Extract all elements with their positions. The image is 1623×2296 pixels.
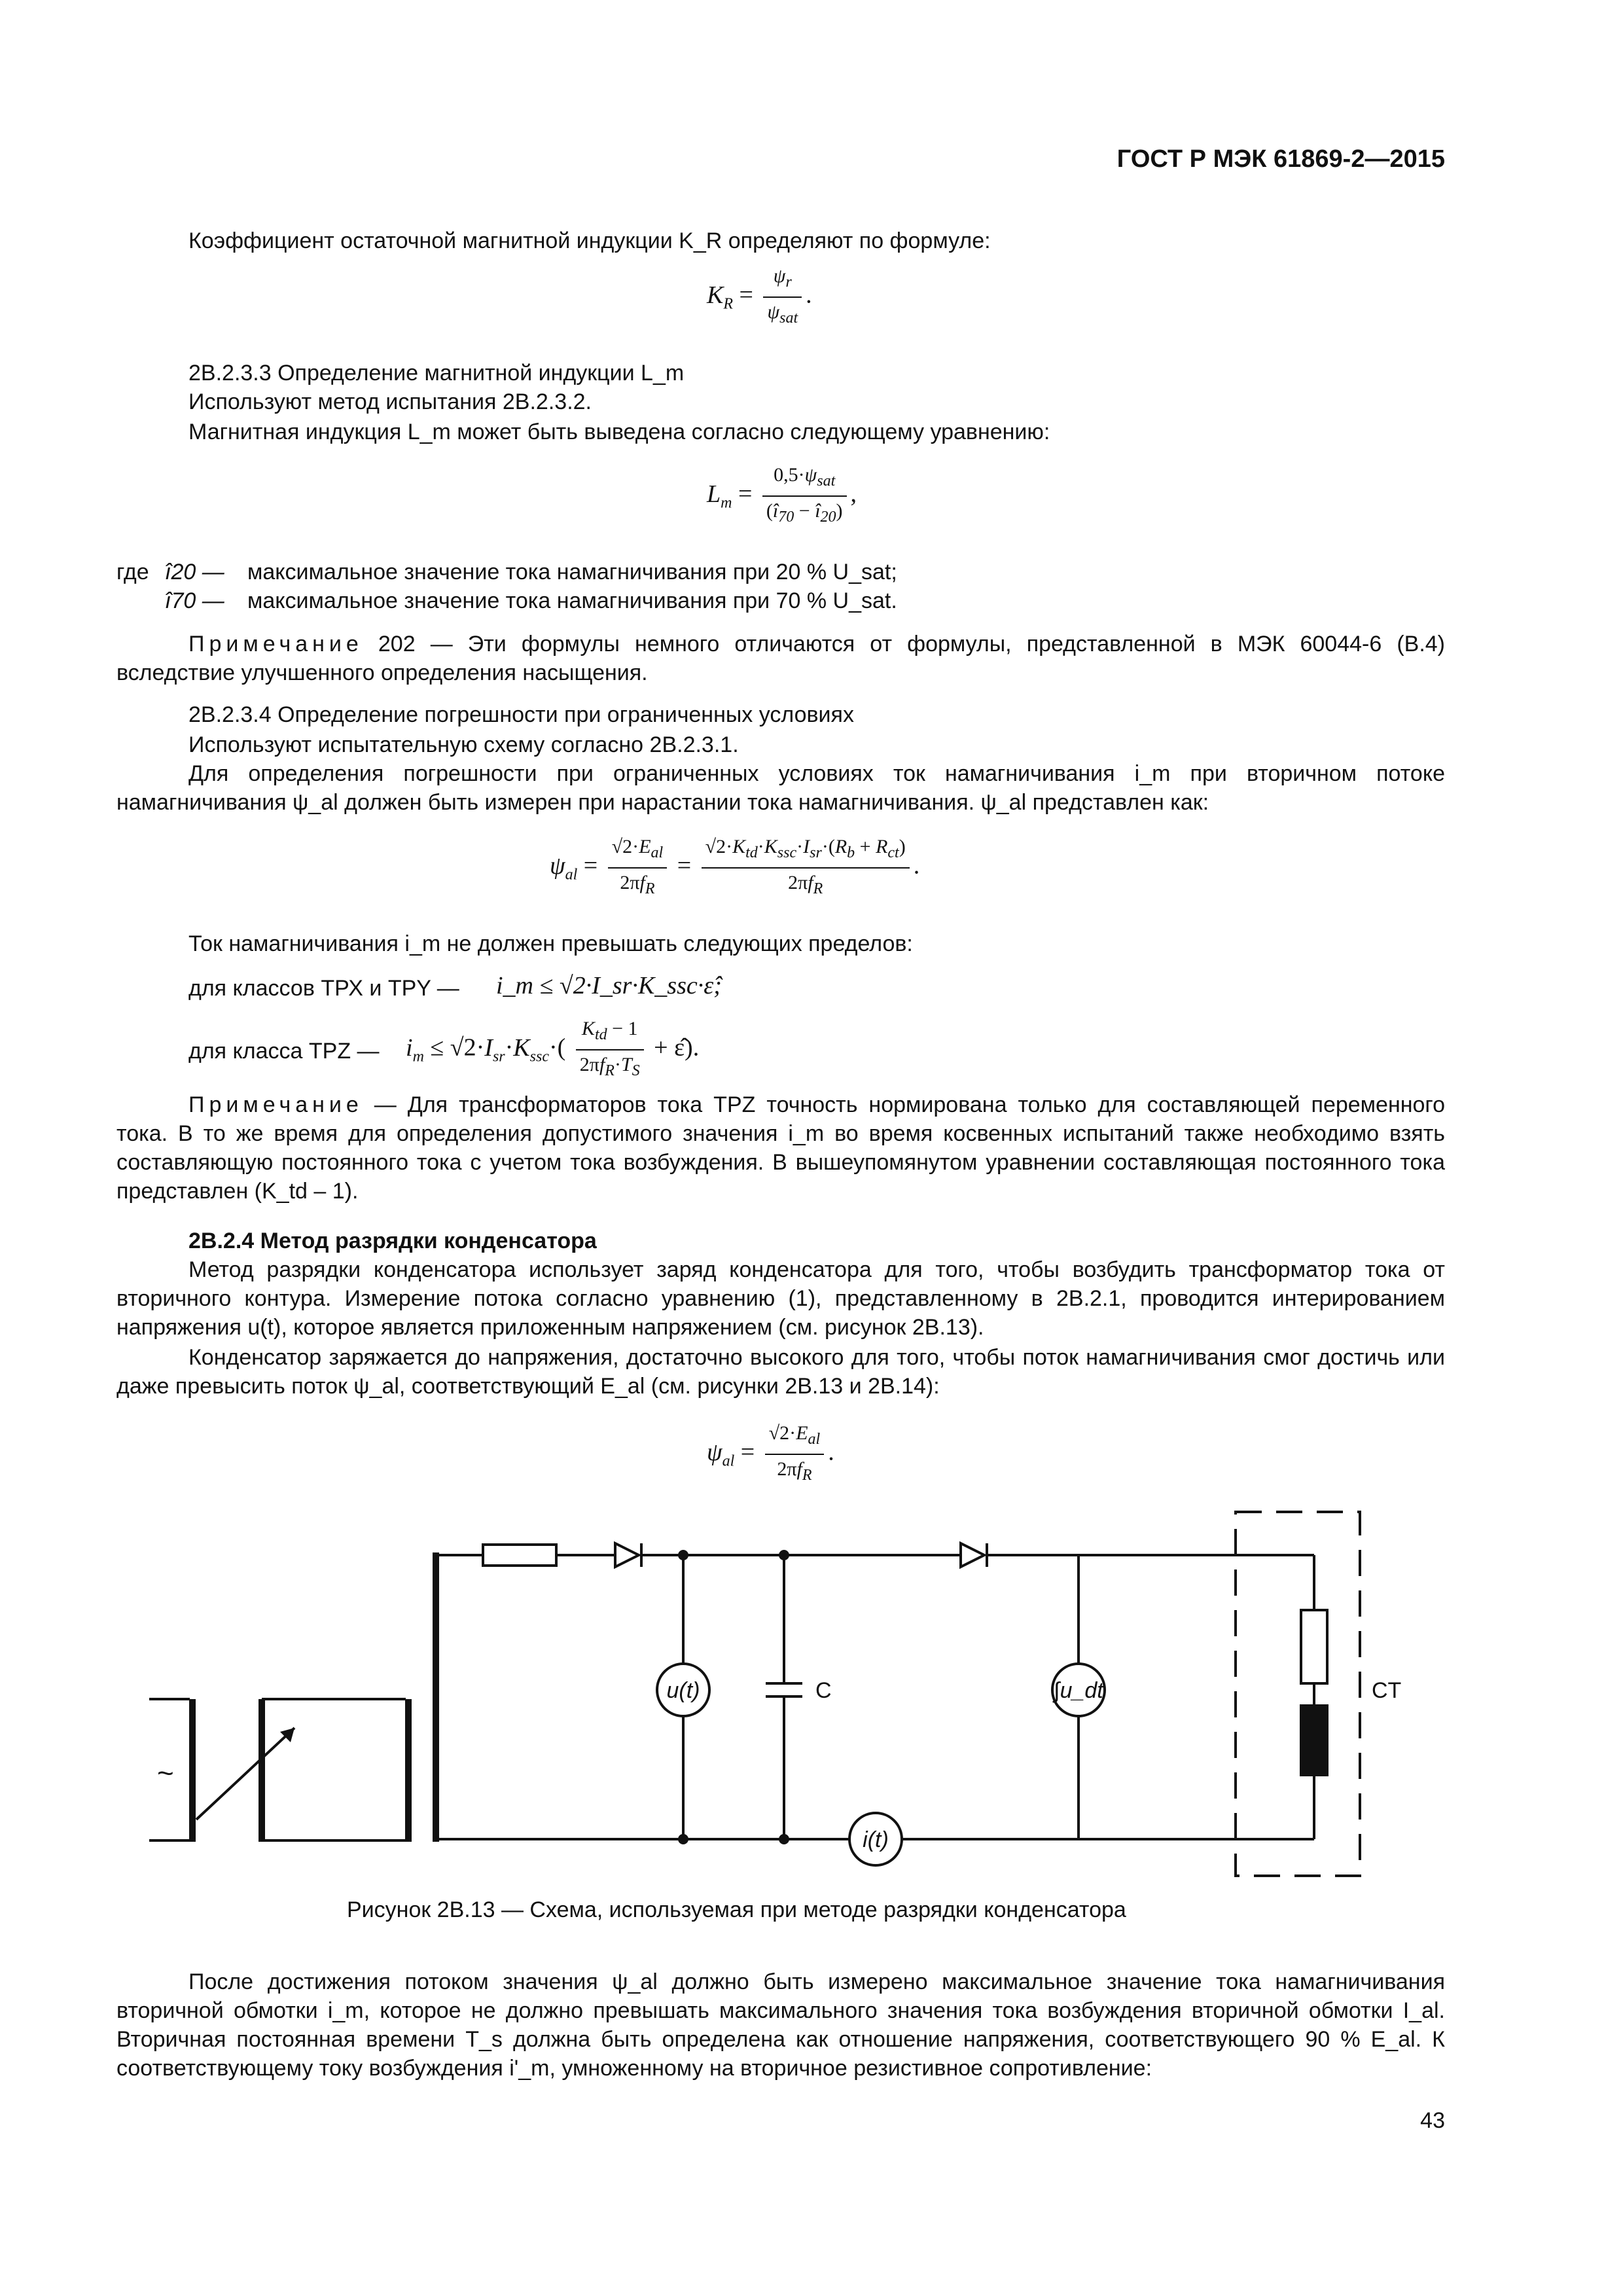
where-label: где [116,560,149,584]
document-header: ГОСТ Р МЭК 61869-2—2015 [1116,145,1445,173]
section-2b234-title: 2В.2.3.4 Определение погрешности при ограниченных условиях [188,702,854,727]
note-tpz-label: Примечание [188,1092,363,1117]
section-2b233-line2: Используют метод испытания 2В.2.3.2. [188,389,592,414]
note-202-label: Примечание [188,632,363,656]
capacitor-label: C [815,1678,832,1703]
where-symbol-i70: î70 — [165,588,224,613]
final-paragraph: После достижения потоком значения ψ_al должно быть измерено максимальное значение тока намагничивания вторичной обмотки i_m, которое не должно превышать максимального значения тока возбуждения вторичной обмотки I_al. Вторичная постоянная времени T_s должна быть определена как отношение напряжения, соответствующего 90 % E_al. К соответствующему току возбуждения i'_m, умноженному на вторичное резистивное сопротивление: [116,1969,1445,2081]
voltmeter-label: u(t) [666,1678,700,1703]
limits-tpx-formula: i_m ≤ √2·I_sr·K_ssc·ε̂; [496,972,722,999]
equation-psi-al: $\psi_{al}$ = $\frac{√2\cdot E_{al}}{2\pi f_R}$ . [707,1419,834,1490]
ct-label: CT [1372,1678,1402,1703]
page-number: 43 [1420,2108,1445,2133]
equation-psi-al-full: $\psi_{al}$ = $\frac{√2\cdot E_{al}}{2\pi f_R}$ = $\frac{√2\cdot K_{td}\cdot K_{ssc}\cdot I_{sr}\cdot(R_b + R_{ct})}{2\pi f_R}$ . [550,833,919,903]
section-2b233-line3: Магнитная индукция L_m может быть выведена согласно следующему уравнению: [188,420,1050,444]
note-tpz-text: — Для трансформаторов тока TPZ точность нормирована только для составляющей переменного тока. В то же время для определения допустимого значения i_m во время косвенных испытаний также необходимо взять составляющую постоянного тока с учетом тока возбуждения. В вышеупомянутом уравнении составляющая постоянного тока представлен (K_td – 1). [116,1092,1445,1204]
integrator-label: ∫u_dt [1054,1678,1103,1703]
section-2b233-title: 2В.2.3.3 Определение магнитной индукции L_m [188,361,685,386]
ammeter-label: i(t) [863,1827,889,1852]
kr-intro: Коэффициент остаточной магнитной индукции K_R определяют по формуле: [188,228,991,253]
note-202-text: 202 — Эти формулы немного отличаются от формулы, представленной в МЭК 60044-6 (В.4) вследствие улучшенного определения насыщения. [116,632,1446,685]
source-symbol: ~ [157,1757,174,1789]
section-2b24-para1: Метод разрядки конденсатора использует заряд конденсатора для того, чтобы возбудить трансформатор тока от вторичного контура. Измерение потока согласно уравнению (1), представленному в 2В.2.1, проводится интерированием напряжения u(t), которое является приложенным напряжением (см. рисунок 2В.13). [116,1257,1445,1340]
section-2b234-para: Для определения погрешности при ограниченных условиях ток намагничивания i_m при вторичном потоке намагничивания ψ_al должен быть измерен при нарастании тока намагничивания. ψ_al представлен как: [116,761,1445,815]
where-text-i20: максимальное значение тока намагничивания при 20 % U_sat; [247,560,897,584]
section-2b234-line2: Используют испытательную схему согласно 2В.2.3.1. [188,732,739,757]
section-2b24-title: 2В.2.4 Метод разрядки конденсатора [188,1229,597,1253]
limits-tpx-label: для классов ТРХ и TPY — [188,976,459,1001]
limits-tpz-formula: $i_m \le √2\cdot I_{sr}\cdot K_{ssc}\cdot$( $\frac{K_{td} - 1}{2\pi f_R\cdot T_S}$ + ε̂). [406,1014,699,1085]
limits-tpz-label: для класса TPZ — [188,1039,380,1064]
section-2b24-para2: Конденсатор заряжается до напряжения, достаточно высокого для того, чтобы поток намагничивания смог достичь или даже превысить поток ψ_al, соответствующий E_al (см. рисунки 2В.13 и 2В.14): [116,1345,1445,1399]
where-symbol-i20: î20 — [165,560,224,584]
equation-lm: $L_m$ = $\frac{0,5\cdot\psi_{sat}}{(î_{70} - î_{20})}$ , [707,461,857,531]
equation-kr: $K_R$ = $\frac{\psi_r}{\psi_{sat}}$ . [707,262,812,332]
where-text-i70: максимальное значение тока намагничивания при 70 % U_sat. [247,588,897,613]
figure-caption: Рисунок 2В.13 — Схема, используемая при методе разрядки конденсатора [347,1897,1126,1922]
limits-intro: Ток намагничивания i_m не должен превышать следующих пределов: [188,931,913,956]
